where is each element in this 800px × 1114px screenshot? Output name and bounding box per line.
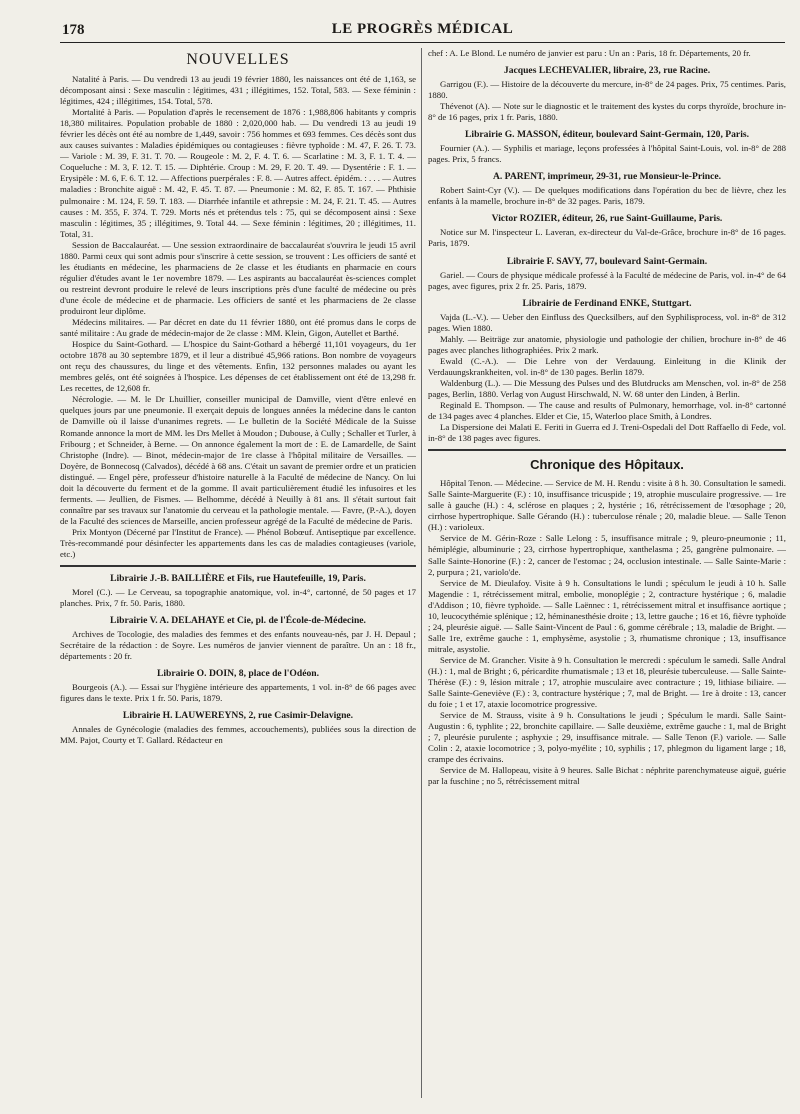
hospital-service-paragraph: Service de M. Strauss, visite à 9 h. Consultations le jeudi ; Spéculum le mardi. Salle Saint-Augustin : 6, typhlite ; 22, bronchite capillaire. — Salle deuxième, extrême gauche : 1, mal de Bright ; 7, pleurésie purulente ; asphyxie ; 29, insuffisance mitrale. — Salle Tenon (F.) variole. — Salle Colin : 2, ataxie locomotrice ; 3, polyo-myélite ; 10, syphilis ; 17, phlegmon du ligament large ; 18, crampe des écrivains. [428, 710, 786, 765]
publication-entry: Ewald (C.-A.). — Die Lehre von der Verdauung. Einleitung in die Klinik der Verdauungskrankheiten, vol. in-8° de 130 pages. Berlin 1879. [428, 355, 786, 377]
publisher-heading: Librairie de Ferdinand ENKE, Stuttgart. [522, 297, 692, 309]
baccalaureat-paragraph: Session de Baccalauréat. — Une session extraordinaire de baccalauréat s'ouvrira le jeudi 15 avril 1880. Parmi ceux qui sont admis pour s'inscrire à cette session, se trouvent : Les officiers de santé et les étudiants en médecine, les pharmaciens de 2e classe et les étudiants en pharmacie en cours régulier d'études avant le 1er novembre 1879. — Les aspirants au baccalauréat ès-sciences complet ou restreint devront produire le relevé de leurs inscriptions près d'une faculté de médecine ou près d'une école de médecine et de pharmacie. Les officiers de santé et les pharmaciens de 2e classe produiront leur diplôme. [60, 239, 416, 316]
publication-entry: Annales de Gynécologie (maladies des femmes, accouchements), publiées sous la direction de MM. Pajot, Courty et T. Gallard. Rédacteur en [60, 724, 416, 746]
mortalite-paragraph: Mortalité à Paris. — Population d'après le recensement de 1876 : 1,988,806 habitants y compris 18,380 militaires. Population probable de 1880 : 2,020,000 hab. — Du vendredi 13 au jeudi 19 février les décès ont été au nombre de 1,449, savoir : 756 hommes et 693 femmes. Ces décès sont dus aux causes suivantes : Maladies épidémiques ou contagieuses : fièvre typhoïde : M. 47, F. 26. T. 73. — Variole : M. 39, F. 31. T. 70. — Rougeole : M. 2, F. 4. T. 6. — Scarlatine : M. 3, F. 1. T. 4. — Coqueluche : M. 3, F. 12. T. 15. — Diphtérie. Croup : M. 29, F. 20. T. 49. — Dysentérie : F. 1. — Erysipèle : M. 6, F. 6. T. 12. — Affections puerpérales : F. 8. — Autres affect. épidém. : . . . — Autres maladies : Bronchite aiguë : M. 42, F. 45. T. 87. — Pneumonie : M. 82, F. 85. T. 167. — Phthisie pulmonaire : M. 124, F. 59. T. 183. — Diarrhée infantile et athrepsie : M. 24, F. 21. T. 45. — Autres causes : M. 355, F. 374. T. 729. Morts nés et prétendus tels : 75, qui se décomposent ainsi : Sexe masculin : légitimes, 35 ; illégitimes, 9. Total 44. — Sexe féminin : légitimes, 20 ; illégitimes, 11. Total, 31. [60, 107, 416, 239]
left-column [60, 48, 416, 1106]
publication-entry: Morel (C.). — Le Cerveau, sa topographie anatomique, vol. in-4°, cartonné, de 50 pages et 17 planches. Prix, 7 fr. 50. Paris, 1880. [60, 587, 416, 609]
publisher-heading: Librairie J.-B. BAILLIÈRE et Fils, rue Hautefeuille, 19, Paris. [110, 573, 366, 585]
natalite-paragraph: Natalité à Paris. — Du vendredi 13 au jeudi 19 février 1880, les naissances ont été de 1,163, se décomposant ainsi : Sexe masculin : légitimes, 431 ; illégitimes, 152. Total, 583. — Sexe féminin : légitimes, 424 ; illégitimes, 154. Total, 578. [60, 74, 416, 107]
page-header [60, 20, 785, 43]
journal-title: LE PROGRÈS MÉDICAL [331, 21, 514, 37]
publication-entry: Bourgeois (A.). — Essai sur l'hygiène intérieure des appartements, 1 vol. in-8° de 66 pages avec figures dans le texte. Prix 1 fr. 50. Paris, 1879. [60, 682, 416, 704]
chronique-title: Chronique des Hôpitaux. [530, 457, 684, 473]
hospital-service-paragraph: Hôpital Tenon. — Médecine. — Service de M. H. Rendu : visite à 8 h. 30. Consultation le samedi. Salle Sainte-Marguerite (F.) : 10, insuffisance tricuspide ; 19, atrophie musculaire progressive. — 1re salle à gauche (H.) : 4, sclérose en plaques ; 2, hystérie ; 16, rétrécissement de l'œsophage ; 20, cirrhose hypertrophique. Salle Gérando (H.) : tuberculose rénale ; 20, maladie bleue. — Salle Tenon (H.) : varioleux. [428, 478, 786, 533]
publisher-heading: Librairie G. MASSON, éditeur, boulevard Saint-Germain, 120, Paris. [465, 129, 749, 141]
hospital-service-paragraph: Service de M. Grancher. Visite à 9 h. Consultation le mercredi : spéculum le samedi. Salle Andral (H.) : 1, mal de Bright ; 6, péricardite rhumatismale ; 13 et 18, pleurésie tuberculeuse. — Salle Sainte-Thérèse (F.) : 9, lésion mitrale ; 17, atrophie musculaire avec contracture ; 19, lithiase biliaire. — Salle Sainte-Geneviève (F.) : 3, contracture hystérique ; 7, mal de Bright. — 1re à droite : 13, cancer du foie ; 1 et 17, ataxie locomotrice progressive. [428, 654, 786, 710]
nouvelles-title: NOUVELLES [186, 51, 290, 68]
publication-entry: La Dispersione dei Malati E. Feriti in Guerra ed J. Treni-Ospedali del Dott Raffaello di Fede, vol. in-8° de 138 pages avec figures. [428, 422, 786, 444]
publication-entry: Fournier (A.). — Syphilis et mariage, leçons professées à l'hôpital Saint-Louis, vol. in-8° de 288 pages. Prix, 5 francs. [428, 143, 786, 165]
publication-entry: chef : A. Le Blond. Le numéro de janvier est paru : Un an : Paris, 18 fr. Départements, 20 fr. [428, 48, 751, 58]
publication-entry: Thévenot (A). — Note sur le diagnostic et le traitement des kystes du corps thyroïde, brochure in-8° de 16 pages, prix 1 fr. Paris, 1880. [428, 101, 786, 123]
publisher-heading: Librairie V. A. DELAHAYE et Cie, pl. de l'École-de-Médecine. [110, 615, 366, 627]
publication-entry: Waldenburg (L.). — Die Messung des Pulses und des Blutdrucks am Menschen, vol. in-8° de 258 pages, Berlin, 1880. Verlag von August Hirschwald, N. W. 68 unter den Linden, à Berlin. [428, 377, 786, 399]
publication-entry: Mahly. — Beiträge zur anatomie, physiologie und pathologie der chilien, brochure in-8° de 46 pages avec planches lithographiées. Prix 2 mark. [428, 333, 786, 355]
page-number: 178 [62, 22, 85, 38]
publication-entry: Robert Saint-Cyr (V.). — De quelques modifications dans l'opération du bec de lièvre, chez les enfants à la mamelle, brochure in-8° de 32 pages. Paris, 1879. [428, 185, 786, 207]
publication-entry: Gariel. — Cours de physique médicale professé à la Faculté de médecine de Paris, vol. in-4° de 64 pages, avec figures, prix 2 fr. 25. Paris, 1879. [428, 269, 786, 291]
publisher-heading: Librairie O. DOIN, 8, place de l'Odéon. [156, 668, 320, 680]
divider-rule [428, 449, 786, 451]
publisher-heading: Librairie H. LAUWEREYNS, 2, rue Casimir-Delavigne. [122, 710, 354, 722]
publisher-heading: Victor ROZIER, éditeur, 26, rue Saint-Guillaume, Paris. [491, 213, 723, 225]
publication-entry: Notice sur M. l'inspecteur L. Laveran, ex-directeur du Val-de-Grâce, brochure in-8° de 16 pages. Paris, 1879. [428, 227, 786, 249]
hospital-service-paragraph: Service de M. Hallopeau, visite à 9 heures. Salle Bichat : néphrite parenchymateuse aiguë, guérie par la fuschine ; no 5, rétrécissement mitral [428, 765, 786, 787]
saint-gothard-paragraph: Hospice du Saint-Gothard. — L'hospice du Saint-Gothard a hébergé 11,101 voyageurs, du 1er octobre 1878 au 30 septembre 1879, et il leur a distribué 45,966 rations. Bon nombre de voyageurs ont reçu des chaussures, du linge et des vêtements. Enfin, 132 personnes malades ou ayant les membres gelés, ont été soignées à l'hospice. Les dépenses de cet établissement ont été de 13,298 fr. Les recettes, de 12,608 fr. [60, 339, 416, 394]
publisher-heading: A. PARENT, imprimeur, 29-31, rue Monsieur-le-Prince. [492, 171, 722, 183]
publication-entry: Reginald E. Thompson. — The cause and results of Pulmonary, hemorrhage, vol. in-8° cartonné de 134 pages avec 4 planches. Elder et Cie, 15, Waterloo place Smith, à Londres. [428, 399, 786, 422]
publication-entry: Archives de Tocologie, des maladies des femmes et des enfants nouveau-nés, par J. H. Depaul ; Secrétaire de la rédaction : de Soyre. Les numéros de janvier viennent de paraître. Un an : 18 fr., départements : 20 fr. [60, 629, 416, 662]
publication-entry: Garrigou (F.). — Histoire de la découverte du mercure, in-8° de 24 pages. Prix, 75 centimes. Paris, 1880. [428, 79, 786, 101]
publisher-heading: Librairie F. SAVY, 77, boulevard Saint-Germain. [506, 255, 708, 267]
prix-montyon-paragraph: Prix Montyon (Décerné par l'Institut de France). — Phénol Bobœuf. Antiseptique par excellence. Très-recommandé pour désinfecter les appartements dans les cas de maladies contagieuses (variole, etc.) [60, 526, 416, 560]
hospital-service-paragraph: Service de M. Dieulafoy. Visite à 9 h. Consultations le lundi ; spéculum le jeudi à 10 h. Salle Magendie : 1, rétrécissement mitral, embolie, monoplégie ; 2, contracture hystérique ; 6, maladie d'Addison ; 10, fièvre typhoïde. — Salle Laënnec : 1, rétrécissement mitral et insuffisance aortique ; 10, leucocythémie splénique ; 12, héminanesthésie droite ; 13, lettre gauche ; 16 et 16, fièvre typhoïde ; 24, pleurésie aiguë. — Salle Saint-Vincent de Paul : 6, gomme cérébrale ; 13, maladie de Bright. — Salle 1re, extrême gauche : 1, emphysème, asystolie ; 3, rhumatisme chronique ; 13, insuffisance mitrale, asystolie. [428, 577, 786, 654]
divider-rule [60, 565, 416, 567]
medecins-militaires-paragraph: Médecins militaires. — Par décret en date du 11 février 1880, ont été promus dans le corps de santé militaire : Au grade de médecin-major de 2e classe : MM. Klein, Gigon, Autellet et Barthé. [60, 317, 416, 339]
column-divider [421, 48, 422, 1098]
necrologie-paragraph: Nécrologie. — M. le Dr Lhuillier, conseiller municipal de Damville, vient d'être enlevé en quelques jours par une pneumonie. Il exerçait depuis de longues années la médecine dans le canton de Damville où il laisse d'unanimes regrets. — Le bulletin de la Société Médicale de la Suisse Romande annonce la mort de MM. les Drs Mellet à Moudon ; Dubouse, à Cully ; Schaller et Turler, à Fribourg ; et Schneider, à Berne. — On annonce également la mort de : E. de Lamardelle, de Saint Christophe (Indre). — Binot, médecin-major de 1re classe à l'hôpital militaire de Versailles. — Doyère, de Bonnecosq (Calvados), décédé à 68 ans. C'était un savant de premier ordre et un praticien distingué. — Engel père, professeur d'histoire naturelle à la Faculté de médecine de Nancy. On lui doit la découverte du ferment et de la gomme. Il avait particulièrement étudié les infusoires et les ferments. — Jeullien, de Fismes. — Belhomme, décédé à Neuilly à 81 ans. Il s'était surtout fait connaître par ses travaux sur l'anatomie du cerveau et la pathologie mentale. — Favre, (P.-A.), doyen de la Faculté des sciences de Marseille, ancien professeur agrégé de la Faculté de médecine de Paris. [60, 394, 416, 526]
publication-entry: Vajda (L.-V.). — Ueber den Einfluss des Quecksilbers, auf den Syphilisprocess, vol. in-8° de 312 pages. Wien 1880. [428, 311, 786, 333]
hospital-service-paragraph: Service de M. Gérin-Roze : Salle Lelong : 5, insuffisance mitrale ; 9, pleuro-pneumonie ; 11, hémiplégie, albuminurie ; 23, cirrhose hypertrophique, xanthelasma ; 25, gangrène pulmonaire. — Salle Sainte-Honorine (F.) : 2, cancer de l'estomac ; 24, occlusion intestinale. — Salle Sainte-Marie : 2, purpura ; 21, variolo'de. [428, 533, 786, 577]
right-column [428, 48, 786, 1106]
publisher-heading: Jacques LECHEVALIER, libraire, 23, rue Racine. [503, 65, 711, 77]
